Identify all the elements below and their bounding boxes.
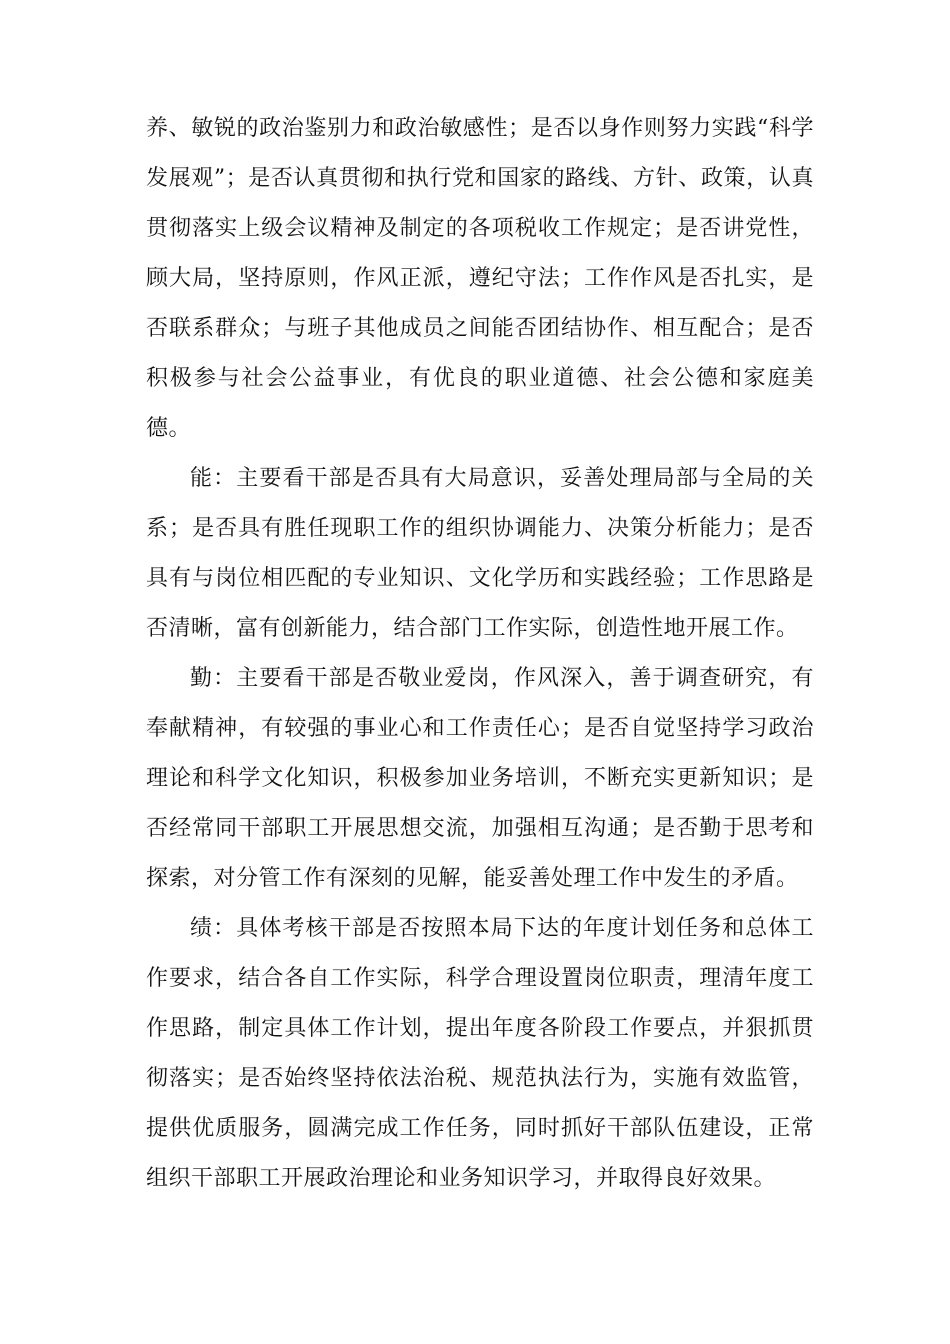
paragraph-performance: 绩：具体考核干部是否按照本局下达的年度计划任务和总体工作要求，结合各自工作实际，科学合理设置岗位职责，理清年度工作思路，制定具体工作计划，提出年度各阶段工作要点，并狠抓贯彻落实；是否始终坚持依法治税、规范执法行为，实施有效监管，提供优质服务，圆满完成工作任务，同时抓好干部队伍建设，正常组织干部职工开展政治理论和业务知识学习，并取得良好效果。: [146, 916, 814, 1191]
paragraph-political-integrity: 养、敏锐的政治鉴别力和政治敏感性；是否以身作则努力实践“科学发展观”；是否认真贯彻和执行党和国家的路线、方针、政策，认真贯彻落实上级会议精神及制定的各项税收工作规定；是否讲党性，顾大局，坚持原则，作风正派，遵纪守法；工作作风是否扎实，是否联系群众；与班子其他成员之间能否团结协作、相互配合；是否积极参与社会公益事业，有优良的职业道德、社会公德和家庭美德。: [146, 116, 814, 441]
paragraph-diligence: 勤：主要看干部是否敬业爱岗，作风深入，善于调查研究，有奉献精神，有较强的事业心和工作责任心；是否自觉坚持学习政治理论和科学文化知识，积极参加业务培训，不断充实更新知识；是否经常同干部职工开展思想交流，加强相互沟通；是否勤于思考和探索，对分管工作有深刻的见解，能妥善处理工作中发生的矛盾。: [146, 666, 814, 891]
paragraph-ability: 能：主要看干部是否具有大局意识，妥善处理局部与全局的关系；是否具有胜任现职工作的组织协调能力、决策分析能力；是否具有与岗位相匹配的专业知识、文化学历和实践经验；工作思路是否清晰，富有创新能力，结合部门工作实际，创造性地开展工作。: [146, 466, 814, 641]
document-body: [146, 104, 814, 1204]
